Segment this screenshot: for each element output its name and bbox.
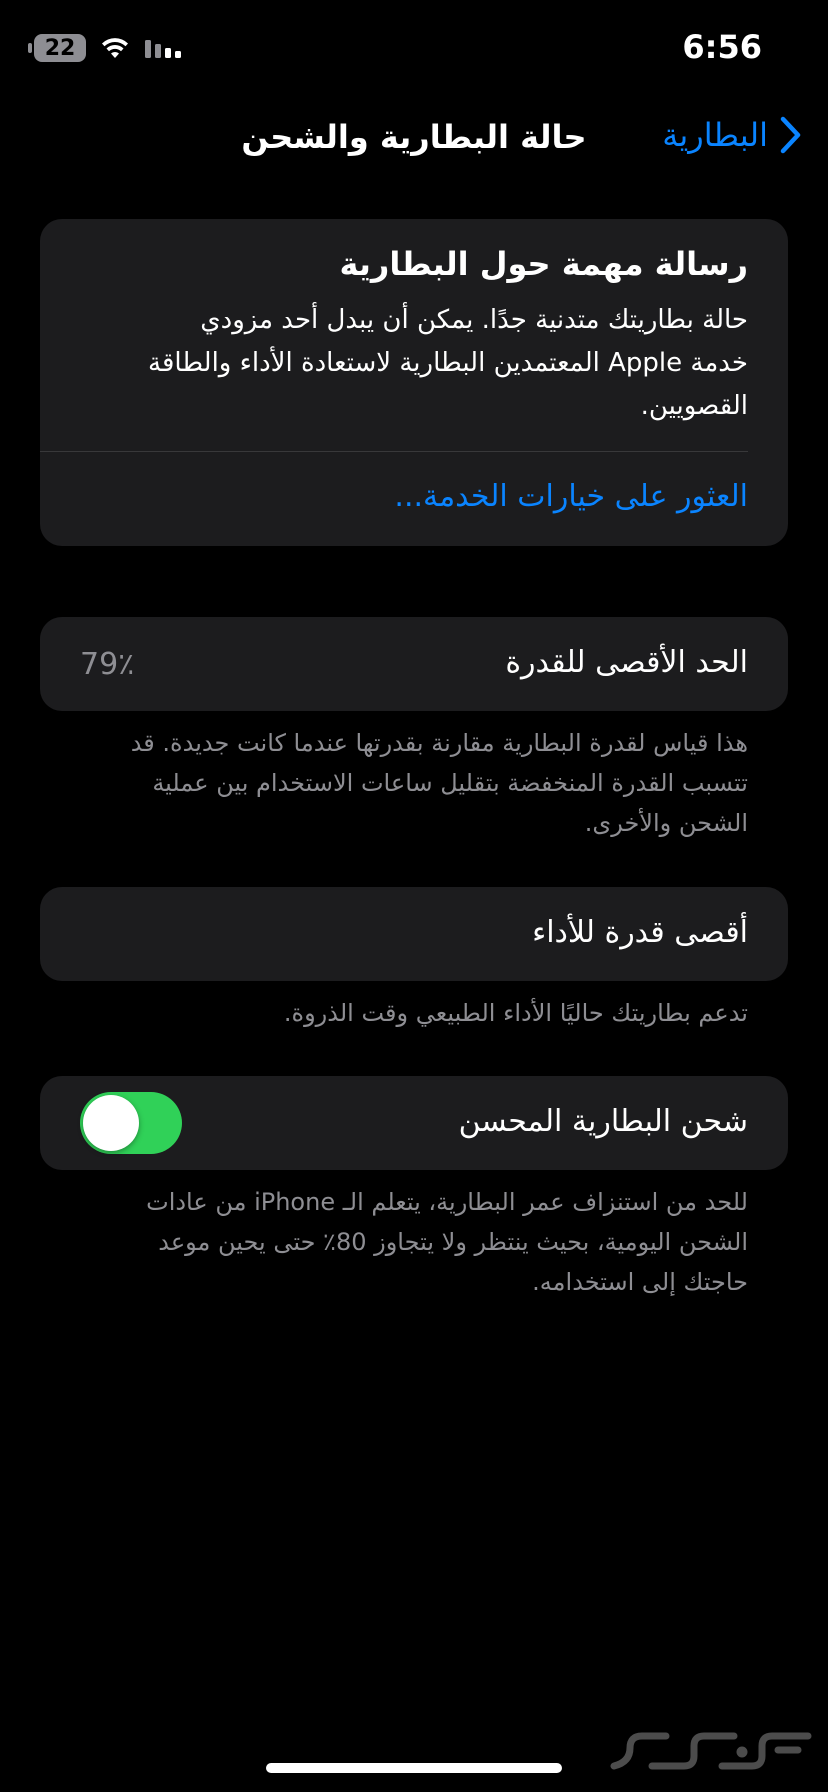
optimized-charging-toggle[interactable] bbox=[80, 1092, 182, 1154]
max-capacity-value: 79٪ bbox=[80, 647, 135, 682]
watermark-logo bbox=[602, 1722, 820, 1778]
alert-body-line: حالة بطاريتك متدنية جدًا. يمكن أن يبدل أحد مزودي bbox=[200, 305, 748, 335]
find-service-options-link[interactable]: العثور على خيارات الخدمة... bbox=[394, 479, 748, 514]
optimized-charging-footnote bbox=[68, 1182, 748, 1302]
alert-divider bbox=[40, 451, 748, 452]
status-time: 6:56 bbox=[682, 28, 762, 66]
footnote-line: حاجتك إلى استخدامه. bbox=[532, 1268, 748, 1296]
alert-title: رسالة مهمة حول البطارية bbox=[339, 245, 748, 283]
back-button-label: البطارية bbox=[662, 116, 768, 154]
footnote-line: تتسبب القدرة المنخفضة بتقليل ساعات الاستخدام بين عملية bbox=[152, 769, 748, 797]
battery-level: 22 bbox=[44, 35, 76, 61]
toggle-knob bbox=[83, 1095, 139, 1151]
max-capacity-label: الحد الأقصى للقدرة bbox=[505, 645, 748, 680]
alert-body-line: القصويين. bbox=[640, 391, 748, 421]
home-indicator[interactable] bbox=[266, 1763, 562, 1773]
page-title: حالة البطارية والشحن bbox=[241, 118, 587, 156]
wifi-icon bbox=[100, 36, 130, 60]
max-capacity-footnote bbox=[68, 723, 748, 843]
peak-performance-row bbox=[40, 887, 788, 981]
footnote-line: هذا قياس لقدرة البطارية مقارنة بقدرتها عندما كانت جديدة. قد bbox=[130, 729, 748, 757]
battery-nub bbox=[28, 43, 32, 53]
peak-performance-label: أقصى قدرة للأداء bbox=[532, 915, 748, 950]
navigation-bar bbox=[0, 112, 828, 168]
chevron-right-icon bbox=[780, 116, 802, 154]
status-icons bbox=[34, 34, 184, 62]
cellular-signal-icon bbox=[144, 36, 184, 60]
optimized-charging-label: شحن البطارية المحسن bbox=[458, 1104, 748, 1139]
battery-alert-card bbox=[40, 219, 788, 546]
back-button[interactable] bbox=[662, 116, 802, 154]
peak-performance-footnote: تدعم بطاريتك حاليًا الأداء الطبيعي وقت الذروة. bbox=[283, 999, 748, 1027]
alert-body bbox=[80, 299, 748, 428]
max-capacity-row bbox=[40, 617, 788, 711]
battery-icon bbox=[34, 34, 86, 62]
status-bar bbox=[0, 0, 828, 100]
optimized-charging-row bbox=[40, 1076, 788, 1170]
alert-body-line: خدمة Apple المعتمدين البطارية لاستعادة الأداء والطاقة bbox=[148, 348, 748, 378]
footnote-line: الشحن اليومية، بحيث ينتظر ولا يتجاوز 80٪ حتى يحين موعد bbox=[158, 1228, 748, 1256]
footnote-line: الشحن والأخرى. bbox=[584, 809, 748, 837]
footnote-line: للحد من استنزاف عمر البطارية، يتعلم الـ iPhone من عادات bbox=[146, 1188, 748, 1216]
